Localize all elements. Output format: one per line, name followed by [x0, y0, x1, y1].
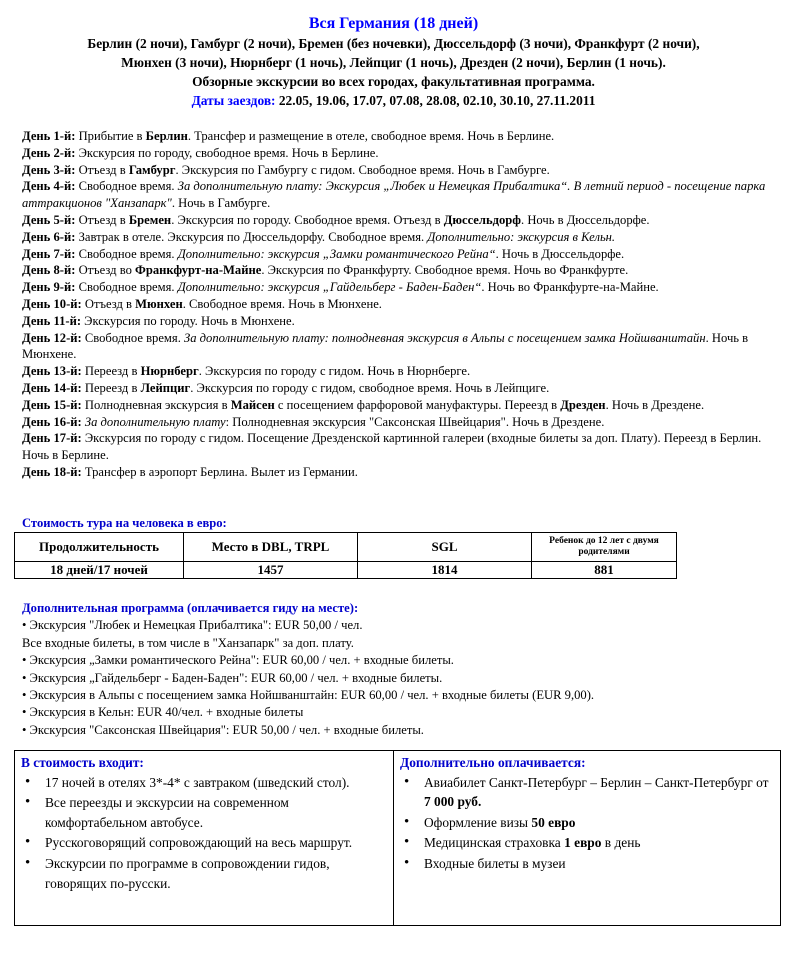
extra-line: • Экскурсия "Саксонская Швейцария": EUR 50,00 / чел. + входные билеты. [22, 722, 424, 737]
day-label: День 5-й: [22, 212, 76, 227]
included-item: • Все переезды и экскурсии на современном комфортабельном автобусе. [21, 793, 387, 832]
additional-item: • Оформление визы 50 евро [400, 813, 774, 833]
day-label: День 17-й: [22, 431, 82, 446]
itinerary-day [22, 430, 772, 464]
route-line-1: Берлин (2 ночи), Гамбург (2 ночи), Бремен (без ночевки), Дюссельдорф (3 ночи), Франкфурт (2 ночи), [87, 36, 700, 51]
day-label: День 4-й: [22, 179, 76, 194]
day-label: День 6-й: [22, 229, 76, 244]
itinerary-day [22, 296, 772, 313]
day-text: Отъезд в [81, 296, 136, 311]
arrival-dates-value: 22.05, 19.06, 17.07, 07.08, 28.08, 02.10, 30.10, 27.11.2011 [275, 93, 596, 108]
extra-line: • Экскурсия „Замки романтического Рейна": EUR 60,00 / чел. + входные билеты. [22, 653, 454, 668]
arrival-dates [0, 91, 787, 110]
day-text: Прибытие в [75, 129, 146, 143]
cell-child: 881 [532, 562, 677, 579]
day-text: Дюссельдорф [443, 212, 522, 227]
included-item: • 17 ночей в отелях 3*-4* с завтраком (шведский стол). [21, 773, 387, 793]
day-text: Нюрнберг [140, 364, 199, 379]
day-text: За дополнительную плату: полнодневная экскурсия в Альпы с посещением замка Нойшванштайн [184, 330, 706, 345]
day-text: Переезд в [81, 364, 141, 379]
day-text: Переезд в [81, 380, 141, 395]
day-text: . Ночь в Гамбурге. [171, 196, 271, 211]
itinerary-day [22, 464, 772, 481]
itinerary-day [22, 313, 772, 330]
day-text: Свободное время. [75, 246, 178, 261]
arrival-dates-label: Даты заездов: [191, 93, 276, 108]
day-text: . Экскурсия по Франкфурту. Свободное время. Ночь во Франкфурте. [261, 263, 629, 278]
itinerary-day [22, 262, 772, 279]
additional-list [400, 773, 774, 874]
day-label: День 18-й: [22, 464, 82, 479]
price-table [14, 532, 677, 579]
extra-line: • Экскурсия "Любек и Немецкая Прибалтика": EUR 50,00 / чел. [22, 618, 363, 633]
additional-item: • Входные билеты в музеи [400, 854, 774, 874]
extra-program [22, 600, 594, 739]
day-text: с посещением фарфоровой мануфактуры. Переезд в [274, 397, 561, 412]
price-table-header [15, 533, 677, 562]
day-text: . Ночь в Дрездене. [605, 397, 705, 412]
itinerary-day [22, 128, 772, 145]
day-text: Завтрак в отеле. Экскурсия по Дюссельдорфу. Свободное время. [75, 229, 428, 244]
included-column [15, 751, 394, 926]
day-label: День 13-й: [22, 364, 82, 379]
day-label: День 11-й: [22, 313, 82, 328]
itinerary-day [22, 414, 772, 431]
day-text: . Свободное время. Ночь в Мюнхене. [182, 296, 382, 311]
day-text: . Ночь в Дюссельдорфе. [495, 246, 625, 261]
itinerary-day [22, 178, 772, 212]
day-text: Бремен [128, 212, 172, 227]
day-text: Дрезден [560, 397, 606, 412]
inclusions-table [14, 750, 781, 926]
additional-title: Дополнительно оплачивается: [400, 755, 586, 770]
included-list [21, 773, 387, 894]
extra-line: • Экскурсия в Кельн: EUR 40/чел. + входные билеты [22, 705, 304, 720]
cell-sgl: 1814 [358, 562, 532, 579]
day-label: День 7-й: [22, 246, 76, 261]
day-text: За дополнительную плату: Экскурсия „Любек и Немецкая Прибалтика“. В летний период - посещение парка аттракционов "Ханзапарк" [22, 179, 766, 211]
itinerary-day [22, 246, 772, 263]
day-text: . Экскурсия по Гамбургу с гидом. Свободное время. Ночь в Гамбурге. [175, 162, 550, 177]
day-text: Дополнительно: экскурсия „Замки романтического Рейна“ [177, 246, 496, 261]
day-text: За дополнительную плату [84, 414, 226, 429]
day-text: Отъезд в [75, 212, 129, 227]
day-text: Экскурсия по городу, свободное время. Ночь в Берлине. [75, 145, 379, 160]
day-label: День 1-й: [22, 129, 76, 143]
extra-line: Все входные билеты, в том числе в "Ханзапарк" за доп. плату. [22, 635, 354, 650]
itinerary-day [22, 212, 772, 229]
day-text: . Экскурсия по городу с гидом. Ночь в Нюрнберге. [198, 364, 471, 379]
day-text: Гамбург [128, 162, 176, 177]
day-text: . Экскурсия по городу с гидом, свободное время. Ночь в Лейпциге. [190, 380, 550, 395]
day-text: Берлин [145, 129, 188, 143]
itinerary-day [22, 363, 772, 380]
day-text: . Ночь в Дюссельдорфе. [521, 212, 650, 227]
day-text: Франкфурт-на-Майне [135, 263, 262, 278]
day-text: Отъезд во [75, 263, 136, 278]
tour-subnote: Обзорные экскурсии во всех городах, факультативная программа. [192, 74, 595, 89]
day-label: День 2-й: [22, 145, 76, 160]
cell-dbl-trpl: 1457 [184, 562, 358, 579]
day-text: Трансфер в аэропорт Берлина. Вылет из Германии. [81, 464, 358, 479]
day-text: Свободное время. [75, 280, 178, 295]
itinerary-day [22, 397, 772, 414]
itinerary [22, 128, 772, 481]
price-table-row [15, 562, 677, 579]
price-section-title: Стоимость тура на человека в евро: [22, 516, 227, 530]
day-text: . Ночь во Франкфурте-на-Майне. [481, 280, 659, 295]
day-label: День 15-й: [22, 397, 82, 412]
day-text: . Трансфер и размещение в отеле, свободное время. Ночь в Берлине. [187, 129, 555, 143]
header-sgl: SGL [358, 533, 532, 562]
tour-header [0, 14, 787, 110]
additional-item: • Медицинская страховка 1 евро в день [400, 833, 774, 853]
day-text: Экскурсия по городу. Ночь в Мюнхене. [81, 313, 295, 328]
day-text: . Экскурсия по городу. Свободное время. Отъезд в [171, 212, 444, 227]
day-label: День 9-й: [22, 280, 76, 295]
header-dbl-trpl: Место в DBL, TRPL [184, 533, 358, 562]
itinerary-day [22, 145, 772, 162]
day-text: Полнодневная экскурсия в [81, 397, 231, 412]
included-item: • Русскоговорящий сопровождающий на весь маршрут. [21, 833, 387, 853]
route-line-2: Мюнхен (3 ночи), Нюрнберг (1 ночь), Лейпциг (1 ночь), Дрезден (2 ночи), Берлин (1 ночь). [121, 55, 666, 70]
day-label: День 10-й: [22, 296, 82, 311]
extra-line: • Экскурсия в Альпы с посещением замка Нойшванштайн: EUR 60,00 / чел. + входные билеты (EUR 9,00). [22, 688, 595, 703]
day-text: Экскурсия по городу с гидом. Посещение Дрезденской картинной галереи (входные билеты за доп. Плату). Переезд в Берлин. Ночь в Берлине. [22, 431, 762, 463]
day-text: . Ночь в Мюнхене. [22, 330, 749, 362]
itinerary-day [22, 162, 772, 179]
included-item: • Экскурсии по программе в сопровождении гидов, говорящих по-русски. [21, 854, 387, 893]
day-label: День 16-й: [22, 414, 82, 429]
itinerary-day [22, 229, 772, 246]
day-text: Дополнительно: экскурсия „Гайдельберг - Баден-Баден“ [177, 280, 482, 295]
additional-column [394, 751, 781, 926]
included-title: В стоимость входит: [21, 755, 144, 770]
day-label: День 3-й: [22, 162, 76, 177]
day-label: День 8-й: [22, 263, 76, 278]
page-title: Вся Германия (18 дней) [308, 15, 479, 32]
day-text: Отъезд в [75, 162, 129, 177]
day-text: Лейпциг [140, 380, 191, 395]
additional-item: • Авиабилет Санкт-Петербург – Берлин – Санкт-Петербург от 7 000 руб. [400, 773, 774, 812]
day-text: : Полнодневная экскурсия "Саксонская Швейцария". Ночь в Дрездене. [225, 414, 605, 429]
itinerary-day [22, 279, 772, 296]
extra-line: • Экскурсия „Гайдельберг - Баден-Баден": EUR 60,00 / чел. + входные билеты. [22, 670, 443, 685]
extra-program-title: Дополнительная программа (оплачивается гиду на месте): [22, 601, 359, 615]
day-text: Дополнительно: экскурсия в Кельн. [427, 229, 616, 244]
header-child: Ребенок до 12 лет с двумя родителями [532, 533, 677, 562]
day-text: Мюнхен [135, 296, 183, 311]
day-label: День 14-й: [22, 380, 82, 395]
day-text: Свободное время. [81, 330, 184, 345]
itinerary-day [22, 330, 772, 364]
cell-duration: 18 дней/17 ночей [15, 562, 184, 579]
header-duration: Продолжительность [15, 533, 184, 562]
itinerary-day [22, 380, 772, 397]
day-text: Свободное время. [75, 179, 178, 194]
day-label: День 12-й: [22, 330, 82, 345]
day-text: Майсен [230, 397, 275, 412]
